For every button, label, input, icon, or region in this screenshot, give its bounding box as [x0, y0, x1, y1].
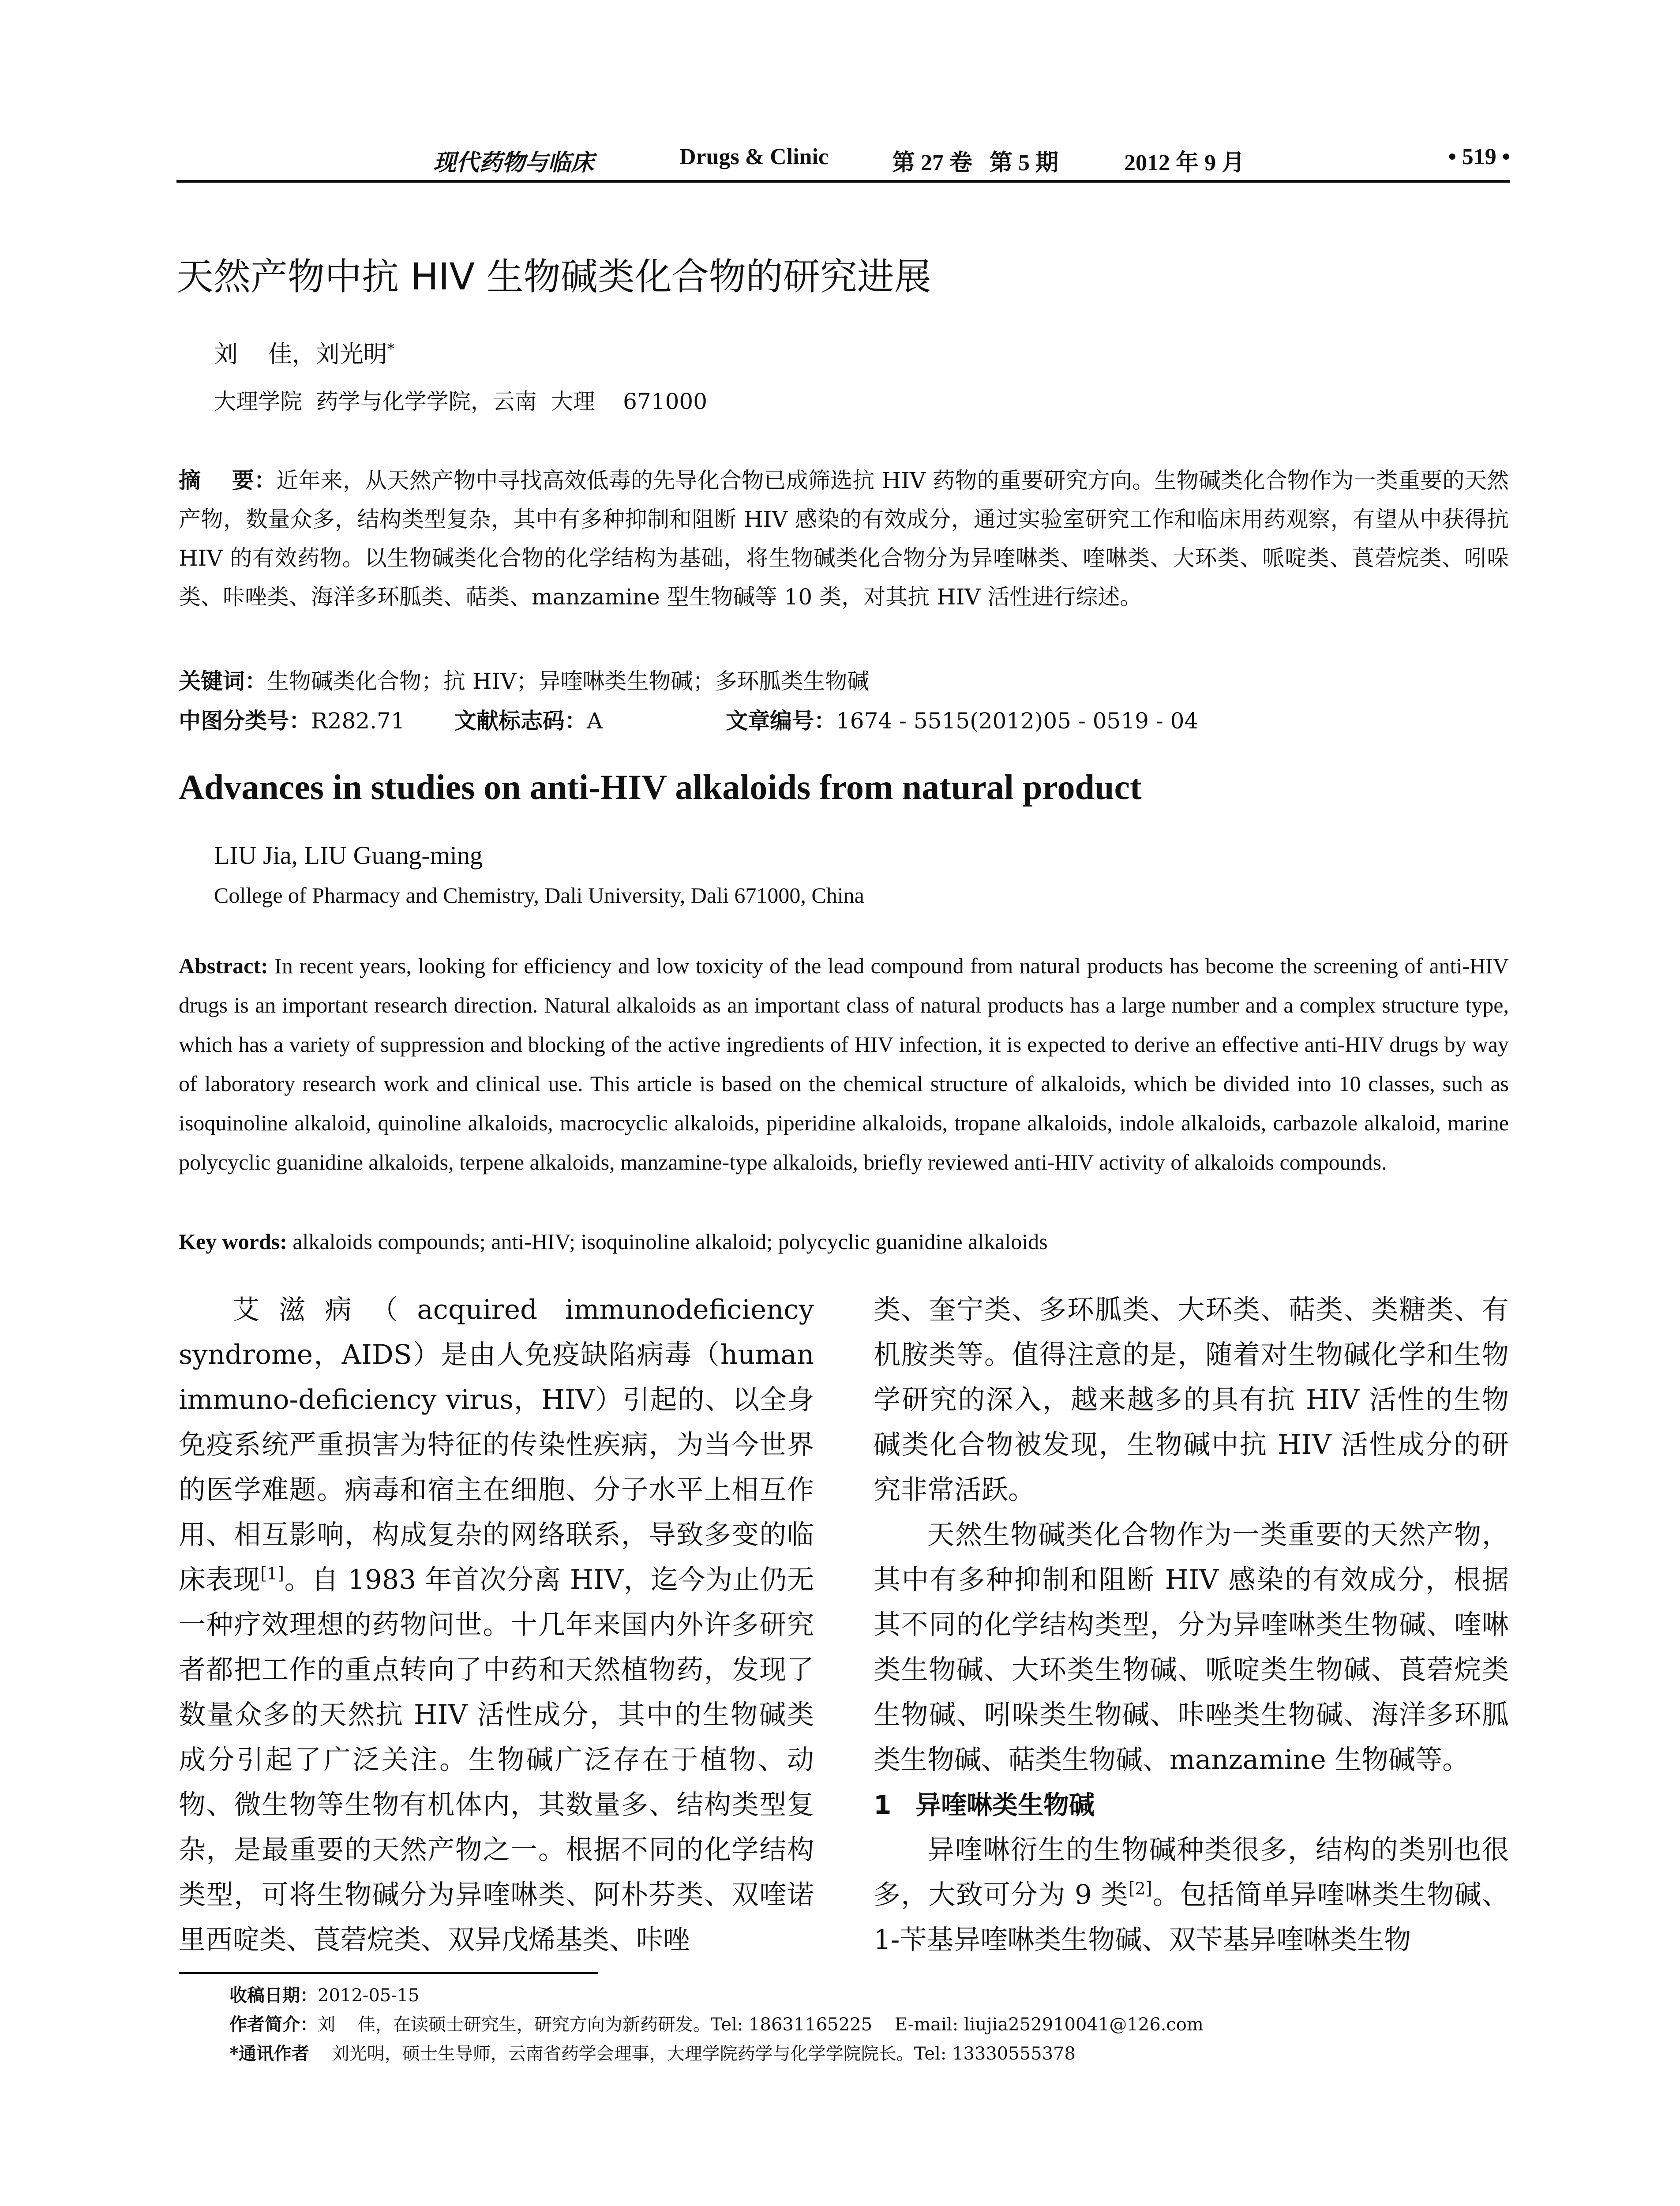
section-number: 1	[874, 1790, 892, 1820]
author-bio	[229, 2010, 1204, 2039]
keywords-en-label: Key words:	[179, 1229, 287, 1254]
corresponding-value: 刘光明，硕士生导师，云南省药学会理事，大理学院药学与化学学院院长。Tel: 13330555378	[309, 2044, 1076, 2064]
keywords-en-text: alkaloids compounds; anti-HIV; isoquinoline alkaloid; polycyclic guanidine alkaloids	[287, 1229, 1048, 1254]
footnotes	[229, 1981, 1204, 2068]
authors-cn-names: 刘 佳，刘光明	[214, 340, 387, 368]
article-number-value: 1674 - 5515(2012)05 - 0519 - 04	[836, 708, 1199, 734]
volume-issue: 第 27 卷 第 5 期	[892, 150, 1059, 176]
body-column-right	[874, 1287, 1509, 1962]
keywords-en	[179, 1222, 1509, 1261]
abstract-cn-label: 摘 要：	[179, 467, 277, 493]
abstract-en-text: In recent years, looking for efficiency and low toxicity of the lead compound from natural products has become the screening of anti-HIV drugs is an important research direction. Natural alkaloids as an important class of natural products has a large number and a complex structure type, which has a variety of suppression and blocking of the active ingredients of HIV infection, it is expected to derive an effective anti-HIV drugs by way of laboratory research work and clinical use. This article is based on the chemical structure of alkaloids, which be divided into 10 classes, such as isoquinoline alkaloid, quinoline alkaloids, macrocyclic alkaloids, piperidine alkaloids, tropane alkaloids, indole alkaloids, carbazole alkaloid, marine polycyclic guanidine alkaloids, terpene alkaloids, manzamine-type alkaloids, briefly reviewed anti-HIV activity of alkaloids compounds.	[179, 953, 1509, 1174]
citation: [1]	[260, 1564, 284, 1583]
document-code-value: A	[587, 708, 603, 734]
corresponding-label: *通讯作者	[229, 2043, 309, 2064]
clc-code	[179, 702, 405, 740]
article-title-en: Advances in studies on anti-HIV alkaloids from natural product	[179, 768, 1142, 807]
authors-cn	[214, 335, 395, 369]
body-paragraph	[874, 1287, 1509, 1512]
author-bio-value: 刘 佳，在读硕士研究生，研究方向为新药研发。Tel: 18631165225 E-mail: liujia252910041@126.com	[318, 2015, 1204, 2035]
body-text: 异喹啉衍生的生物碱种类很多，结构的类别也很多，大致可分为 9 类	[874, 1834, 1509, 1910]
body-text: 。包括简单异喹啉类生物碱、1-苄基异喹啉类生物碱、双苄基异喹啉类生物	[874, 1879, 1509, 1955]
page-number: • 519 •	[1448, 144, 1510, 169]
authors-en: LIU Jia, LIU Guang-ming	[214, 841, 483, 870]
body-column-left	[179, 1287, 814, 1962]
body-text: 。自 1983 年首次分离 HIV，迄今为止仍无一种疗效理想的药物问世。十几年来国内外许多研究者都把工作的重点转向了中药和天然植物药，发现了数量众多的天然抗 HIV 活性成分，其中的生物碱类成分引起了广泛关注。生物碱广泛存在于植物、动物、微生物等生物有机体内，其数量多、结构类型复杂，是最重要的天然产物之一。根据不同的化学结构类型，可将生物碱分为异喹啉类、阿朴芬类、双喹诺里西啶类、莨菪烷类、双异戊烯基类、咔唑	[179, 1564, 814, 1955]
abstract-en-label: Abstract:	[179, 953, 268, 978]
citation: [2]	[1128, 1879, 1152, 1898]
received-date	[229, 1981, 1204, 2010]
body-paragraph	[179, 1287, 814, 1962]
article-title-cn: 天然产物中抗 HIV 生物碱类化合物的研究进展	[176, 255, 931, 298]
abstract-en	[179, 946, 1509, 1182]
journal-name-en: Drugs & Clinic	[679, 144, 829, 169]
section-heading	[874, 1782, 1509, 1827]
section-title: 异喹啉类生物碱	[915, 1790, 1095, 1820]
body-text: 天然生物碱类化合物作为一类重要的天然产物，其中有多种抑制和阻断 HIV 感染的有效成分，根据其不同的化学结构类型，分为异喹啉类生物碱、喹啉类生物碱、大环类生物碱、哌啶类生物碱、莨菪烷类生物碱、吲哚类生物碱、咔唑类生物碱、海洋多环胍类生物碱、萜类生物碱、manzamine 生物碱等。	[874, 1519, 1509, 1775]
abstract-cn-text: 近年来，从天然产物中寻找高效低毒的先导化合物已成筛选抗 HIV 药物的重要研究方向。生物碱类化合物作为一类重要的天然产物，数量众多，结构类型复杂，其中有多种抑制和阻断 HIV 感染的有效成分，通过实验室研究工作和临床用药观察，有望从中获得抗 HIV 的有效药物。以生物碱类化合物的化学结构为基础，将生物碱类化合物分为异喹啉类、喹啉类、大环类、哌啶类、莨菪烷类、吲哚类、咔唑类、海洋多环胍类、萜类、manzamine 型生物碱等 10 类，对其抗 HIV 活性进行综述。	[179, 468, 1509, 610]
document-code-label: 文献标志码：	[454, 708, 587, 734]
abstract-cn	[179, 461, 1509, 616]
document-code	[454, 702, 603, 740]
corresponding-author	[229, 2039, 1204, 2068]
received-value: 2012-05-15	[318, 1985, 420, 2006]
body-text: 类、奎宁类、多环胍类、大环类、萜类、类糖类、有机胺类等。值得注意的是，随着对生物碱化学和生物学研究的深入，越来越多的具有抗 HIV 活性的生物碱类化合物被发现，生物碱中抗 HIV 活性成分的研究非常活跃。	[874, 1294, 1509, 1505]
keywords-cn	[179, 662, 1509, 701]
body-paragraph	[874, 1827, 1509, 1962]
running-header	[176, 140, 1510, 183]
article-number	[726, 702, 1198, 740]
article-number-label: 文章编号：	[726, 708, 836, 734]
footnote-divider	[179, 1972, 598, 1974]
journal-name-cn: 现代药物与临床	[433, 150, 594, 176]
affiliation-cn: 大理学院 药学与化学学院，云南 大理 671000	[214, 389, 708, 414]
clc-label: 中图分类号：	[179, 708, 311, 734]
keywords-cn-text: 生物碱类化合物；抗 HIV；异喹啉类生物碱；多环胍类生物碱	[267, 668, 870, 694]
keywords-cn-label: 关键词：	[179, 668, 267, 694]
issue-date: 2012 年 9 月	[1124, 150, 1245, 176]
affiliation-en: College of Pharmacy and Chemistry, Dali University, Dali 671000, China	[214, 883, 864, 908]
body-paragraph	[874, 1512, 1509, 1782]
corresponding-mark: *	[387, 340, 395, 358]
body-text: 艾滋病（acquired immunodeficiency syndrome，AIDS）是由人免疫缺陷病毒（human immuno-deficiency virus，HIV）引起的、以全身免疫系统严重损害为特征的传染性疾病，为当今世界的医学难题。病毒和宿主在细胞、分子水平上相互作用、相互影响，构成复杂的网络联系，导致多变的临床表现	[179, 1294, 814, 1595]
received-label: 收稿日期：	[229, 1985, 318, 2006]
clc-value: R282.71	[311, 708, 405, 734]
author-bio-label: 作者简介：	[229, 2014, 318, 2035]
